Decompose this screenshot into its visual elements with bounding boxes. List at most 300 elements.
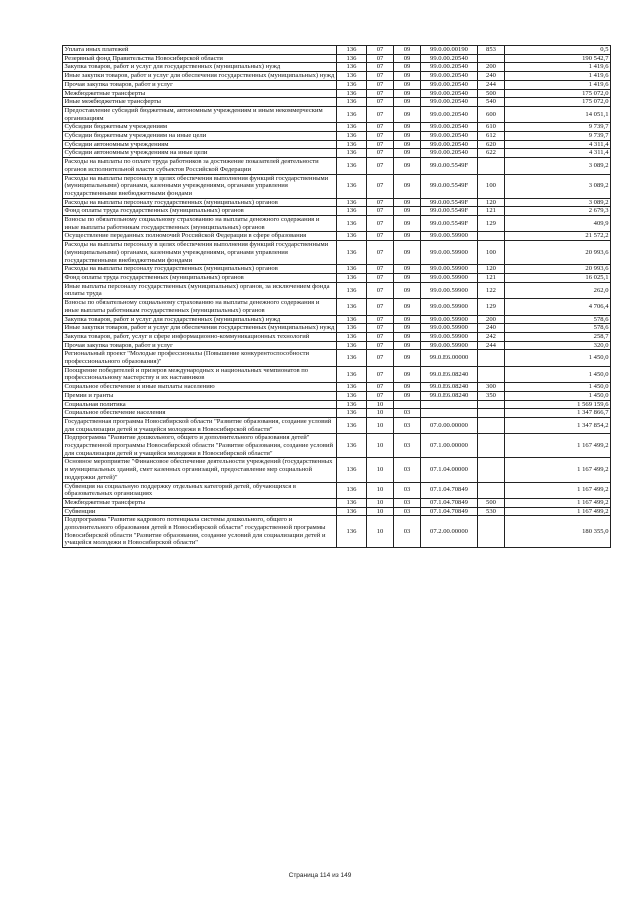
row-name: Подпрограмма "Развитие дошкольного, общего и дополнительного образования детей" государственной программы Новосибирской области "Развитие образования, создание условий для социализации детей и учащейся молодежи в Новосибирской области" (63, 434, 337, 458)
row-subsection-code: 09 (394, 174, 421, 198)
row-expense-type: 300 (478, 383, 505, 392)
row-department-code: 136 (337, 80, 367, 89)
row-section-code: 07 (367, 158, 394, 174)
row-department-code: 136 (337, 140, 367, 149)
row-target-article: 99.0.00.59900 (421, 324, 478, 333)
row-amount: 578,6 (505, 324, 611, 333)
row-expense-type: 612 (478, 132, 505, 141)
row-section-code: 07 (367, 140, 394, 149)
row-target-article: 99.0.00.20540 (421, 132, 478, 141)
table-row (63, 132, 611, 141)
row-target-article (421, 400, 478, 409)
row-expense-type: 530 (478, 507, 505, 516)
row-amount: 1 167 499,2 (505, 498, 611, 507)
row-department-code: 136 (337, 207, 367, 216)
row-section-code: 07 (367, 123, 394, 132)
row-section-code: 07 (367, 332, 394, 341)
row-name: Поощрение победителей и призеров международных и национальных чемпионатов по профессиональному мастерству и их наставников (63, 366, 337, 382)
row-subsection-code: 09 (394, 282, 421, 298)
row-target-article: 99.0.00.59900 (421, 241, 478, 265)
row-expense-type: 620 (478, 140, 505, 149)
row-department-code: 136 (337, 54, 367, 63)
row-name: Субсидии бюджетным учреждениям (63, 123, 337, 132)
row-subsection-code: 09 (394, 232, 421, 241)
row-target-article: 99.0.00.5549F (421, 207, 478, 216)
row-subsection-code: 09 (394, 273, 421, 282)
row-department-code: 136 (337, 516, 367, 548)
table-row (63, 158, 611, 174)
row-subsection-code: 09 (394, 324, 421, 333)
row-name: Осуществление переданных полномочий Российской Федерации в сфере образования (63, 232, 337, 241)
table-row (63, 241, 611, 265)
row-subsection-code: 09 (394, 72, 421, 81)
row-subsection-code: 09 (394, 123, 421, 132)
row-target-article: 07.2.00.00000 (421, 516, 478, 548)
row-expense-type: 200 (478, 315, 505, 324)
row-amount: 20 993,6 (505, 241, 611, 265)
row-section-code: 07 (367, 366, 394, 382)
row-expense-type: 121 (478, 207, 505, 216)
row-section-code: 07 (367, 132, 394, 141)
row-subsection-code: 03 (394, 458, 421, 482)
row-target-article: 99.0.00.20540 (421, 106, 478, 122)
row-department-code: 136 (337, 89, 367, 98)
row-expense-type: 100 (478, 241, 505, 265)
row-amount: 1 167 499,2 (505, 482, 611, 498)
table-row (63, 54, 611, 63)
row-department-code: 136 (337, 434, 367, 458)
row-amount: 1 167 499,2 (505, 507, 611, 516)
table-row (63, 507, 611, 516)
row-target-article: 99.0.E6.08240 (421, 391, 478, 400)
row-department-code: 136 (337, 106, 367, 122)
row-target-article: 07.1.04.00000 (421, 458, 478, 482)
row-subsection-code: 09 (394, 149, 421, 158)
row-target-article: 99.0.00.59900 (421, 273, 478, 282)
row-target-article: 99.0.00.59900 (421, 265, 478, 274)
row-section-code: 07 (367, 174, 394, 198)
row-subsection-code: 09 (394, 132, 421, 141)
row-subsection-code: 09 (394, 106, 421, 122)
row-department-code: 136 (337, 400, 367, 409)
table-row (63, 265, 611, 274)
row-expense-type (478, 366, 505, 382)
row-target-article: 99.0.00.20540 (421, 98, 478, 107)
row-expense-type (478, 482, 505, 498)
budget-table (62, 45, 611, 548)
row-section-code: 07 (367, 391, 394, 400)
row-amount: 409,9 (505, 216, 611, 232)
page-number: Страница 114 из 149 (288, 872, 352, 879)
table-row (63, 174, 611, 198)
row-subsection-code: 03 (394, 417, 421, 433)
row-subsection-code: 09 (394, 350, 421, 366)
row-section-code: 10 (367, 482, 394, 498)
row-target-article: 07.0.00.00000 (421, 417, 478, 433)
table-row (63, 149, 611, 158)
table-row (63, 46, 611, 55)
row-name: Фонд оплаты труда государственных (муниципальных) органов (63, 273, 337, 282)
row-section-code: 07 (367, 72, 394, 81)
row-subsection-code: 09 (394, 341, 421, 350)
row-target-article: 99.0.00.59900 (421, 299, 478, 315)
row-name: Подпрограмма "Развитие кадрового потенциала системы дошкольного, общего и дополнительного образования детей в Новосибирской области" государственной программы Новосибирской области "Развитие образования, создание условий для социализации детей и учащейся молодежи в Новосибирской области" (63, 516, 337, 548)
row-subsection-code: 09 (394, 332, 421, 341)
table-row (63, 417, 611, 433)
row-subsection-code: 03 (394, 498, 421, 507)
row-amount: 4 706,4 (505, 299, 611, 315)
row-expense-type: 622 (478, 149, 505, 158)
row-target-article: 99.0.00.5549F (421, 198, 478, 207)
row-name: Расходы на выплаты персоналу в целях обеспечения выполнения функций государственными (муниципальными) органами, казенными учреждениями, органами управления государственными внебюджетными фондами (63, 241, 337, 265)
row-amount: 9 739,7 (505, 132, 611, 141)
row-target-article: 07.1.04.70849 (421, 507, 478, 516)
row-department-code: 136 (337, 216, 367, 232)
row-target-article: 99.0.00.00190 (421, 46, 478, 55)
row-target-article: 99.0.E6.08240 (421, 383, 478, 392)
row-name: Закупка товаров, работ и услуг для государственных (муниципальных) нужд (63, 63, 337, 72)
row-department-code: 136 (337, 391, 367, 400)
row-name: Взносы по обязательному социальному страхованию на выплаты денежного содержания и иные выплаты работникам государственных (муниципальных) органов (63, 216, 337, 232)
row-expense-type: 600 (478, 106, 505, 122)
row-department-code: 136 (337, 198, 367, 207)
table-row (63, 232, 611, 241)
row-subsection-code: 09 (394, 366, 421, 382)
row-subsection-code: 09 (394, 89, 421, 98)
row-target-article: 99.0.00.20540 (421, 54, 478, 63)
row-department-code: 136 (337, 132, 367, 141)
table-row (63, 207, 611, 216)
table-row (63, 409, 611, 418)
row-name: Взносы по обязательному социальному страхованию на выплаты денежного содержания и иные выплаты работникам государственных (муниципальных) органов (63, 299, 337, 315)
row-name: Предоставление субсидий бюджетным, автономным учреждениям и иным некоммерческим организациям (63, 106, 337, 122)
row-amount: 2 679,3 (505, 207, 611, 216)
table-row (63, 106, 611, 122)
row-name: Социальное обеспечение населения (63, 409, 337, 418)
row-amount: 0,5 (505, 46, 611, 55)
row-target-article: 07.1.00.00000 (421, 434, 478, 458)
row-subsection-code: 09 (394, 315, 421, 324)
row-target-article: 99.0.00.59900 (421, 315, 478, 324)
row-expense-type (478, 516, 505, 548)
row-name: Субвенции (63, 507, 337, 516)
row-subsection-code: 09 (394, 383, 421, 392)
row-section-code: 10 (367, 409, 394, 418)
row-amount: 1 347 866,7 (505, 409, 611, 418)
row-department-code: 136 (337, 458, 367, 482)
row-expense-type: 350 (478, 391, 505, 400)
row-expense-type (478, 54, 505, 63)
row-name: Уплата иных платежей (63, 46, 337, 55)
row-section-code: 10 (367, 516, 394, 548)
row-target-article: 99.0.00.5549F (421, 216, 478, 232)
row-target-article: 99.0.00.5549F (421, 158, 478, 174)
row-expense-type (478, 400, 505, 409)
row-name: Межбюджетные трансферты (63, 89, 337, 98)
row-subsection-code: 09 (394, 140, 421, 149)
table-row (63, 332, 611, 341)
row-amount: 14 051,1 (505, 106, 611, 122)
row-expense-type: 500 (478, 89, 505, 98)
table-row (63, 273, 611, 282)
table-row (63, 400, 611, 409)
row-department-code: 136 (337, 98, 367, 107)
row-expense-type: 240 (478, 72, 505, 81)
row-section-code: 07 (367, 54, 394, 63)
row-department-code: 136 (337, 498, 367, 507)
row-amount: 578,6 (505, 315, 611, 324)
row-section-code: 07 (367, 341, 394, 350)
table-row (63, 140, 611, 149)
row-department-code: 136 (337, 123, 367, 132)
row-amount: 1 167 499,2 (505, 434, 611, 458)
row-expense-type (478, 458, 505, 482)
row-name: Субсидии автономным учреждениям (63, 140, 337, 149)
row-department-code: 136 (337, 174, 367, 198)
row-amount: 180 355,0 (505, 516, 611, 548)
row-department-code: 136 (337, 366, 367, 382)
row-department-code: 136 (337, 282, 367, 298)
row-amount: 4 311,4 (505, 149, 611, 158)
row-amount: 4 311,4 (505, 140, 611, 149)
row-amount: 320,0 (505, 341, 611, 350)
row-section-code: 07 (367, 383, 394, 392)
budget-page (62, 45, 610, 548)
row-department-code: 136 (337, 341, 367, 350)
row-section-code: 07 (367, 324, 394, 333)
row-department-code: 136 (337, 315, 367, 324)
row-expense-type: 540 (478, 98, 505, 107)
row-expense-type: 200 (478, 63, 505, 72)
row-section-code: 07 (367, 80, 394, 89)
row-expense-type: 121 (478, 273, 505, 282)
row-amount: 175 072,0 (505, 89, 611, 98)
table-row (63, 80, 611, 89)
row-target-article: 99.0.00.20540 (421, 63, 478, 72)
row-subsection-code: 03 (394, 409, 421, 418)
row-expense-type (478, 409, 505, 418)
row-name: Государственная программа Новосибирской области "Развитие образования, создание условий для социализации детей и учащейся молодежи в Новосибирской области" (63, 417, 337, 433)
row-section-code: 10 (367, 498, 394, 507)
row-name: Расходы на выплаты по оплате труда работников за достижение показателей деятельности органов исполнительной власти субъектов Российской Федерации (63, 158, 337, 174)
row-subsection-code: 09 (394, 98, 421, 107)
row-department-code: 136 (337, 417, 367, 433)
row-expense-type: 853 (478, 46, 505, 55)
row-department-code: 136 (337, 350, 367, 366)
row-name: Закупка товаров, работ и услуг для государственных (муниципальных) нужд (63, 315, 337, 324)
row-amount: 3 089,2 (505, 174, 611, 198)
row-section-code: 10 (367, 417, 394, 433)
row-subsection-code: 09 (394, 80, 421, 89)
row-name: Субвенция на социальную поддержку отдельных категорий детей, обучающихся в образовательных организациях (63, 482, 337, 498)
row-amount: 1 450,0 (505, 350, 611, 366)
row-section-code: 07 (367, 216, 394, 232)
row-expense-type: 242 (478, 332, 505, 341)
row-target-article: 07.1.04.70849 (421, 482, 478, 498)
row-name: Иные закупки товаров, работ и услуг для обеспечения государственных (муниципальных) нужд (63, 72, 337, 81)
row-department-code: 136 (337, 149, 367, 158)
row-subsection-code: 09 (394, 265, 421, 274)
row-amount: 16 025,1 (505, 273, 611, 282)
row-expense-type: 244 (478, 341, 505, 350)
row-section-code: 07 (367, 46, 394, 55)
row-section-code: 07 (367, 299, 394, 315)
row-subsection-code: 09 (394, 216, 421, 232)
row-amount: 1 450,0 (505, 391, 611, 400)
row-name: Субсидии бюджетным учреждениям на иные цели (63, 132, 337, 141)
row-subsection-code: 03 (394, 507, 421, 516)
row-amount: 1 569 159,6 (505, 400, 611, 409)
row-name: Закупка товаров, работ, услуг в сфере информационно-коммуникационных технологий (63, 332, 337, 341)
row-target-article: 99.0.00.59900 (421, 341, 478, 350)
row-target-article: 99.0.00.20540 (421, 140, 478, 149)
row-section-code: 07 (367, 273, 394, 282)
row-department-code: 136 (337, 482, 367, 498)
row-name: Фонд оплаты труда государственных (муниципальных) органов (63, 207, 337, 216)
row-name: Иные выплаты персоналу государственных (муниципальных) органов, за исключением фонда оплаты труда (63, 282, 337, 298)
row-target-article (421, 409, 478, 418)
row-department-code: 136 (337, 63, 367, 72)
row-section-code: 07 (367, 282, 394, 298)
row-section-code: 07 (367, 350, 394, 366)
table-row (63, 72, 611, 81)
row-expense-type: 129 (478, 299, 505, 315)
row-amount: 1 167 499,2 (505, 458, 611, 482)
row-target-article: 99.0.00.59900 (421, 282, 478, 298)
row-target-article: 99.0.00.20540 (421, 123, 478, 132)
row-subsection-code: 03 (394, 482, 421, 498)
row-expense-type: 129 (478, 216, 505, 232)
table-row (63, 498, 611, 507)
table-row (63, 458, 611, 482)
table-row (63, 341, 611, 350)
row-name: Региональный проект "Молодые профессионалы (Повышение конкурентоспособности профессионального образования)" (63, 350, 337, 366)
row-expense-type: 500 (478, 498, 505, 507)
row-expense-type (478, 232, 505, 241)
row-amount: 262,0 (505, 282, 611, 298)
row-target-article: 99.0.00.20540 (421, 89, 478, 98)
row-department-code: 136 (337, 383, 367, 392)
row-section-code: 07 (367, 232, 394, 241)
row-name: Основное мероприятие "Финансовое обеспечение деятельности учреждений (государственных и муниципальных зданий, смет казенных организаций, предоставление мер социальной поддержки детей)" (63, 458, 337, 482)
table-row (63, 282, 611, 298)
table-row (63, 391, 611, 400)
row-section-code: 07 (367, 106, 394, 122)
row-section-code: 07 (367, 241, 394, 265)
row-target-article: 99.0.00.20540 (421, 80, 478, 89)
table-row (63, 63, 611, 72)
row-amount: 3 089,2 (505, 198, 611, 207)
row-target-article: 99.0.E6.00000 (421, 350, 478, 366)
row-expense-type (478, 350, 505, 366)
row-section-code: 07 (367, 315, 394, 324)
table-row (63, 482, 611, 498)
row-name: Расходы на выплаты персоналу государственных (муниципальных) органов (63, 198, 337, 207)
row-section-code: 10 (367, 434, 394, 458)
row-subsection-code: 09 (394, 46, 421, 55)
row-amount: 1 450,0 (505, 383, 611, 392)
row-expense-type: 244 (478, 80, 505, 89)
row-name: Расходы на выплаты персоналу государственных (муниципальных) органов (63, 265, 337, 274)
row-name: Субсидии автономным учреждениям на иные цели (63, 149, 337, 158)
row-name: Расходы на выплаты персоналу в целях обеспечения выполнения функций государственными (муниципальными) органами, казенными учреждениями, органами управления государственными внебюджетными фондами (63, 174, 337, 198)
row-section-code: 10 (367, 507, 394, 516)
row-section-code: 07 (367, 207, 394, 216)
row-expense-type (478, 417, 505, 433)
row-expense-type (478, 158, 505, 174)
row-amount: 1 419,6 (505, 63, 611, 72)
row-subsection-code: 09 (394, 207, 421, 216)
table-row (63, 198, 611, 207)
row-amount: 190 542,7 (505, 54, 611, 63)
row-department-code: 136 (337, 507, 367, 516)
row-target-article: 99.0.00.20540 (421, 72, 478, 81)
row-name: Прочая закупка товаров, работ и услуг (63, 80, 337, 89)
row-amount: 258,7 (505, 332, 611, 341)
table-row (63, 324, 611, 333)
row-department-code: 136 (337, 332, 367, 341)
row-subsection-code: 09 (394, 299, 421, 315)
row-name: Социальная политика (63, 400, 337, 409)
table-row (63, 89, 611, 98)
row-amount: 3 089,2 (505, 158, 611, 174)
row-department-code: 136 (337, 299, 367, 315)
row-department-code: 136 (337, 265, 367, 274)
table-row (63, 350, 611, 366)
row-department-code: 136 (337, 232, 367, 241)
row-amount: 1 450,0 (505, 366, 611, 382)
row-department-code: 136 (337, 273, 367, 282)
row-department-code: 136 (337, 46, 367, 55)
row-subsection-code: 09 (394, 158, 421, 174)
row-section-code: 07 (367, 89, 394, 98)
table-row (63, 216, 611, 232)
row-department-code: 136 (337, 72, 367, 81)
row-subsection-code: 09 (394, 198, 421, 207)
table-row (63, 315, 611, 324)
row-section-code: 07 (367, 149, 394, 158)
row-section-code: 07 (367, 265, 394, 274)
row-name: Социальное обеспечение и иные выплаты населению (63, 383, 337, 392)
row-section-code: 10 (367, 458, 394, 482)
row-target-article: 07.1.04.70849 (421, 498, 478, 507)
row-amount: 1 419,6 (505, 80, 611, 89)
row-department-code: 136 (337, 409, 367, 418)
table-row (63, 98, 611, 107)
row-department-code: 136 (337, 158, 367, 174)
row-name: Межбюджетные трансферты (63, 498, 337, 507)
row-name: Иные межбюджетные трансферты (63, 98, 337, 107)
table-row (63, 383, 611, 392)
row-target-article: 99.0.00.59900 (421, 332, 478, 341)
row-subsection-code: 09 (394, 63, 421, 72)
row-subsection-code: 09 (394, 391, 421, 400)
row-target-article: 99.0.00.5549F (421, 174, 478, 198)
row-amount: 21 572,2 (505, 232, 611, 241)
row-target-article: 99.0.00.59900 (421, 232, 478, 241)
row-target-article: 99.0.E6.08240 (421, 366, 478, 382)
table-row (63, 366, 611, 382)
row-section-code: 07 (367, 63, 394, 72)
row-target-article: 99.0.00.20540 (421, 149, 478, 158)
row-expense-type: 610 (478, 123, 505, 132)
row-name: Прочая закупка товаров, работ и услуг (63, 341, 337, 350)
row-section-code: 07 (367, 98, 394, 107)
row-expense-type: 122 (478, 282, 505, 298)
table-row (63, 434, 611, 458)
row-subsection-code: 09 (394, 241, 421, 265)
row-expense-type (478, 434, 505, 458)
